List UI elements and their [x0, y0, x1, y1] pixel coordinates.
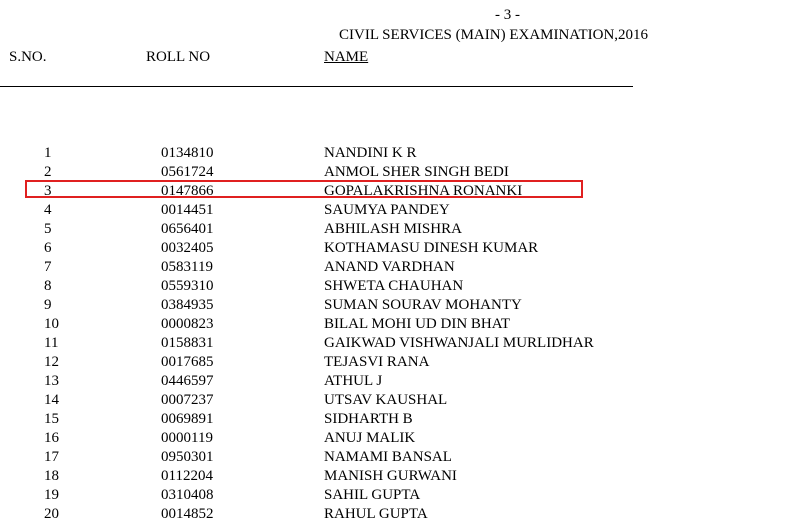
- exam-title: CIVIL SERVICES (MAIN) EXAMINATION,2016: [339, 27, 649, 43]
- row-roll-no: 0007237: [161, 392, 214, 408]
- row-sno: 11: [44, 335, 59, 351]
- row-roll-no: 0950301: [161, 449, 214, 465]
- row-roll-no: 0000119: [161, 430, 213, 446]
- table-row: [0, 201, 800, 220]
- table-row: [0, 372, 800, 391]
- row-sno: 9: [44, 297, 52, 313]
- row-roll-no: 0384935: [161, 297, 214, 313]
- row-sno: 8: [44, 278, 52, 294]
- row-name: KOTHAMASU DINESH KUMAR: [324, 240, 539, 256]
- table-row: [0, 391, 800, 410]
- row-sno: 19: [44, 487, 59, 503]
- row-sno: 4: [44, 202, 52, 218]
- row-name: ATHUL J: [324, 373, 383, 389]
- page-number: - 3 -: [495, 7, 520, 23]
- row-roll-no: 0559310: [161, 278, 214, 294]
- row-sno: 2: [44, 164, 52, 180]
- table-row: [0, 429, 800, 448]
- table-row: [0, 467, 800, 486]
- row-sno: 12: [44, 354, 59, 370]
- table-row: [0, 353, 800, 372]
- row-name: SIDHARTH B: [324, 411, 413, 427]
- row-roll-no: 0583119: [161, 259, 213, 275]
- table-row: [0, 220, 800, 239]
- table-row: [0, 315, 800, 334]
- row-sno: 3: [44, 183, 52, 199]
- row-name: GOPALAKRISHNA RONANKI: [324, 183, 523, 199]
- table-row: [0, 296, 800, 315]
- table-row: [0, 258, 800, 277]
- row-sno: 16: [44, 430, 59, 446]
- table-row: [0, 239, 800, 258]
- row-name: ABHILASH MISHRA: [324, 221, 462, 237]
- row-roll-no: 0134810: [161, 145, 214, 161]
- row-name: ANAND VARDHAN: [324, 259, 455, 275]
- row-roll-no: 0069891: [161, 411, 214, 427]
- row-roll-no: 0014852: [161, 506, 214, 522]
- row-sno: 1: [44, 145, 52, 161]
- row-name: SAUMYA PANDEY: [324, 202, 450, 218]
- row-name: ANUJ MALIK: [324, 430, 416, 446]
- table-row: [0, 448, 800, 467]
- header-divider: [0, 86, 633, 87]
- table-row: [0, 486, 800, 505]
- row-sno: 6: [44, 240, 52, 256]
- row-roll-no: 0147866: [161, 183, 214, 199]
- row-name: BILAL MOHI UD DIN BHAT: [324, 316, 511, 332]
- row-sno: 17: [44, 449, 59, 465]
- results-list: [0, 144, 800, 524]
- row-roll-no: 0032405: [161, 240, 214, 256]
- table-row: [0, 410, 800, 429]
- table-row: [0, 505, 800, 524]
- highlight-box: [25, 180, 583, 198]
- row-name: SHWETA CHAUHAN: [324, 278, 464, 294]
- row-sno: 13: [44, 373, 59, 389]
- row-roll-no: 0158831: [161, 335, 214, 351]
- row-sno: 15: [44, 411, 59, 427]
- row-sno: 10: [44, 316, 59, 332]
- row-roll-no: 0446597: [161, 373, 214, 389]
- row-roll-no: 0561724: [161, 164, 214, 180]
- column-header-name: NAME: [324, 49, 369, 65]
- row-sno: 20: [44, 506, 59, 522]
- row-name: ANMOL SHER SINGH BEDI: [324, 164, 509, 180]
- row-sno: 7: [44, 259, 52, 275]
- table-row: [0, 277, 800, 296]
- row-name: NANDINI K R: [324, 145, 417, 161]
- row-name: UTSAV KAUSHAL: [324, 392, 448, 408]
- row-name: RAHUL GUPTA: [324, 506, 428, 522]
- row-name: TEJASVI RANA: [324, 354, 430, 370]
- row-name: MANISH GURWANI: [324, 468, 457, 484]
- row-roll-no: 0656401: [161, 221, 214, 237]
- table-row: [0, 334, 800, 353]
- row-sno: 18: [44, 468, 59, 484]
- table-row: [0, 144, 800, 163]
- row-name: GAIKWAD VISHWANJALI MURLIDHAR: [324, 335, 594, 351]
- column-header-roll-no: ROLL NO: [146, 49, 211, 65]
- row-roll-no: 0014451: [161, 202, 214, 218]
- column-header-sno: S.NO.: [9, 49, 47, 65]
- row-name: NAMAMI BANSAL: [324, 449, 452, 465]
- row-roll-no: 0112204: [161, 468, 213, 484]
- row-name: SAHIL GUPTA: [324, 487, 421, 503]
- row-sno: 14: [44, 392, 59, 408]
- row-roll-no: 0017685: [161, 354, 214, 370]
- row-sno: 5: [44, 221, 52, 237]
- row-roll-no: 0000823: [161, 316, 214, 332]
- row-name: SUMAN SOURAV MOHANTY: [324, 297, 522, 313]
- row-roll-no: 0310408: [161, 487, 214, 503]
